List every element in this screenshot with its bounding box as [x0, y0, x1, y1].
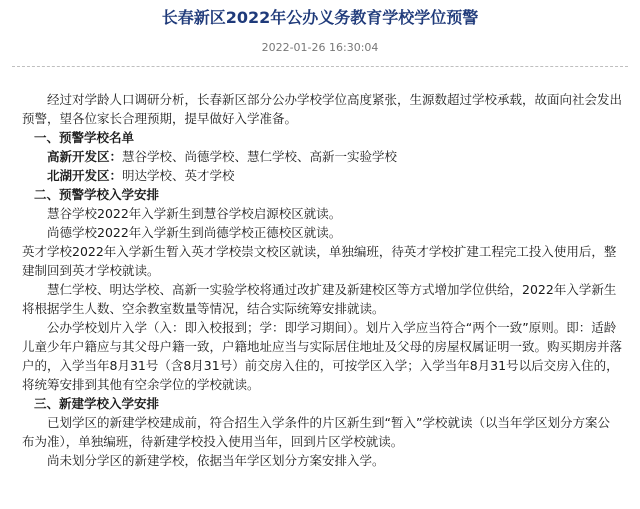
enrollment-paragraph-zoning: 公办学校划片入学（入：即入校报到；学：即学习期间）。划片入学应当符合“两个一致”原则。即：适龄儿童少年户籍应与其父母户籍一致，户籍地址应当与实际居住地址及父母的房屋权属证明一致。购买期房并落户的，入学当年8月31号（含8月31号）前交房入住的，可按学区入学；入学当年8月31号以后交房入住的，将统筹安排到其他有空余学位的学校就读。 — [22, 320, 623, 392]
enrollment-paragraph-shangde: 尚德学校2022年入学新生到尚德学校正德校区就读。 — [47, 225, 342, 240]
enrollment-paragraph-expansion: 慧仁学校、明达学校、高新一实验学校将通过改扩建及新建校区等方式增加学位供给，2022年入学新生将根据学生人数、空余教室数量等情况，结合实际统筹安排就读。 — [22, 282, 617, 316]
intro-paragraph: 经过对学龄人口调研分析，长春新区部分公办学校学位高度紧张，生源数超过学校承载，故面向社会发出预警，望各位家长合理预期，提早做好入学准备。 — [22, 92, 623, 126]
beihu-zone-label: 北湖开发区： — [47, 168, 123, 183]
beihu-school-list: 明达学校、英才学校 — [122, 168, 235, 183]
gaoxin-zone-label: 高新开发区： — [47, 149, 123, 164]
page-title: 长春新区2022年公办义务教育学校学位预警 — [161, 8, 479, 27]
section-heading-new-schools: 三、新建学校入学安排 — [34, 396, 160, 411]
gaoxin-schools-line — [22, 147, 622, 166]
header-divider — [12, 66, 628, 67]
enrollment-paragraph-huigu: 慧谷学校2022年入学新生到慧谷学校启源校区就读。 — [47, 206, 342, 221]
new-school-paragraph-unzoned: 尚未划分学区的新建学校，依据当年学区划分方案安排入学。 — [47, 453, 385, 468]
section-heading-warning-list: 一、预警学校名单 — [34, 130, 135, 145]
publish-datetime: 2022-01-26 16:30:04 — [261, 41, 379, 54]
gaoxin-school-list: 慧谷学校、尚德学校、慧仁学校、高新一实验学校 — [122, 149, 398, 164]
article-header — [0, 0, 640, 55]
enrollment-paragraph-yingcai: 英才学校2022年入学新生暂入英才学校崇文校区就读，单独编班，待英才学校扩建工程完工投入使用后，整建制回到英才学校就读。 — [22, 244, 617, 278]
beihu-schools-line — [22, 166, 622, 185]
article-body — [22, 90, 622, 470]
section-heading-enrollment: 二、预警学校入学安排 — [34, 187, 160, 202]
new-school-paragraph-zoned: 已划学区的新建学校建成前，符合招生入学条件的片区新生到“暂入”学校就读（以当年学区划分方案公布为准），单独编班，待新建学校投入使用当年，回到片区学校就读。 — [22, 415, 610, 449]
